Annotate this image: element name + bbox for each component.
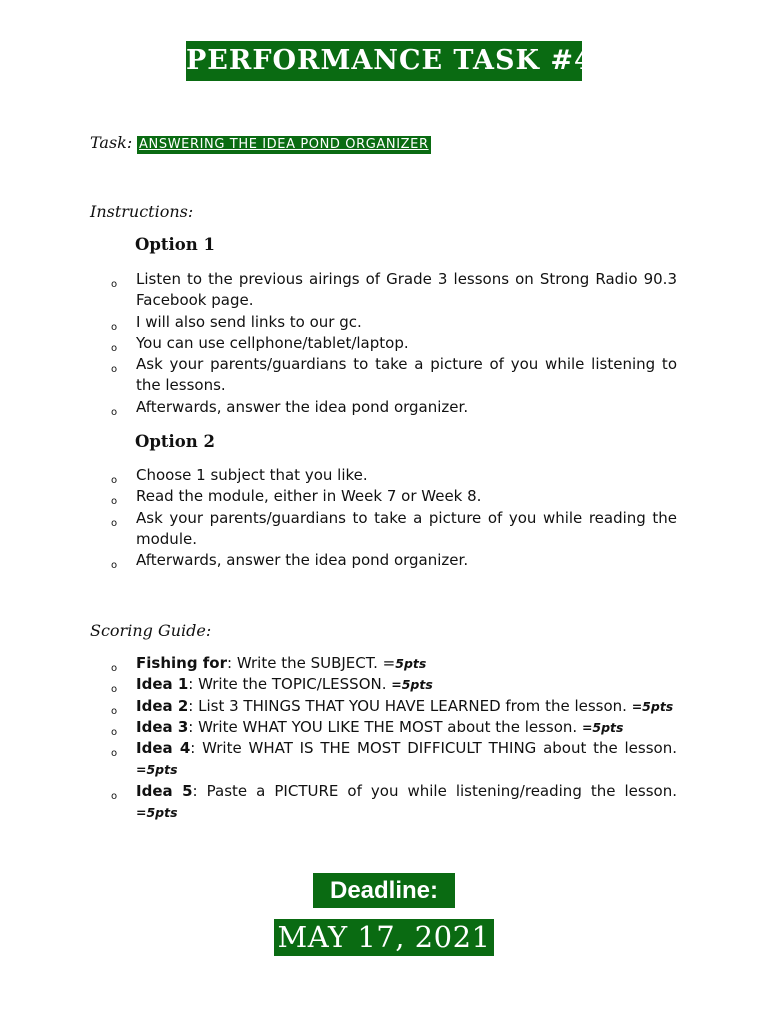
bullet-icon xyxy=(111,742,117,764)
option-2-list xyxy=(111,465,677,571)
list-item: o Ask your parents/guardians to take a picture of you while listening to the lessons. xyxy=(111,354,677,397)
scoring-item: o Idea 2: List 3 THINGS THAT YOU HAVE LEARNED from the lesson. =5pts xyxy=(111,696,677,717)
list-item: o Ask your parents/guardians to take a picture of you while reading the module. xyxy=(111,508,677,551)
list-item: o I will also send links to our gc. xyxy=(111,312,677,333)
bullet-icon xyxy=(111,273,117,295)
option-1-heading: Option 1 xyxy=(135,235,216,254)
scoring-item: o Idea 3: Write WHAT YOU LIKE THE MOST about the lesson. =5pts xyxy=(111,717,677,738)
bullet-icon xyxy=(111,554,117,576)
deadline-date: MAY 17, 2021 xyxy=(274,919,494,956)
task-line xyxy=(90,133,431,154)
list-item: o Afterwards, answer the idea pond organizer. xyxy=(111,550,677,571)
task-value: ANSWERING THE IDEA POND ORGANIZER xyxy=(139,137,429,152)
list-item: o Choose 1 subject that you like. xyxy=(111,465,677,486)
list-item: o Read the module, either in Week 7 or Week 8. xyxy=(111,486,677,507)
bullet-icon xyxy=(111,512,117,534)
scoring-list xyxy=(111,653,677,823)
instructions-label: Instructions: xyxy=(90,202,194,221)
scoring-guide-label: Scoring Guide: xyxy=(90,621,212,640)
scoring-item: o Idea 1: Write the TOPIC/LESSON. =5pts xyxy=(111,674,677,695)
scoring-item: o Idea 5: Paste a PICTURE of you while listening/reading the lesson. =5pts xyxy=(111,781,677,824)
option-2-heading: Option 2 xyxy=(135,432,216,451)
bullet-icon xyxy=(111,358,117,380)
list-item: o Afterwards, answer the idea pond organizer. xyxy=(111,397,677,418)
deadline-label: Deadline: xyxy=(313,873,455,908)
bullet-icon xyxy=(111,785,117,807)
task-label: Task: xyxy=(90,133,133,152)
scoring-item: o Idea 4: Write WHAT IS THE MOST DIFFICULT THING about the lesson. =5pts xyxy=(111,738,677,781)
list-item: o Listen to the previous airings of Grade 3 lessons on Strong Radio 90.3 Facebook page. xyxy=(111,269,677,312)
scoring-item: o Fishing for: Write the SUBJECT. =5pts xyxy=(111,653,677,674)
bullet-icon xyxy=(111,401,117,423)
list-item: o You can use cellphone/tablet/laptop. xyxy=(111,333,677,354)
page-title: PERFORMANCE TASK #4 xyxy=(186,41,582,81)
option-1-list xyxy=(111,269,677,418)
